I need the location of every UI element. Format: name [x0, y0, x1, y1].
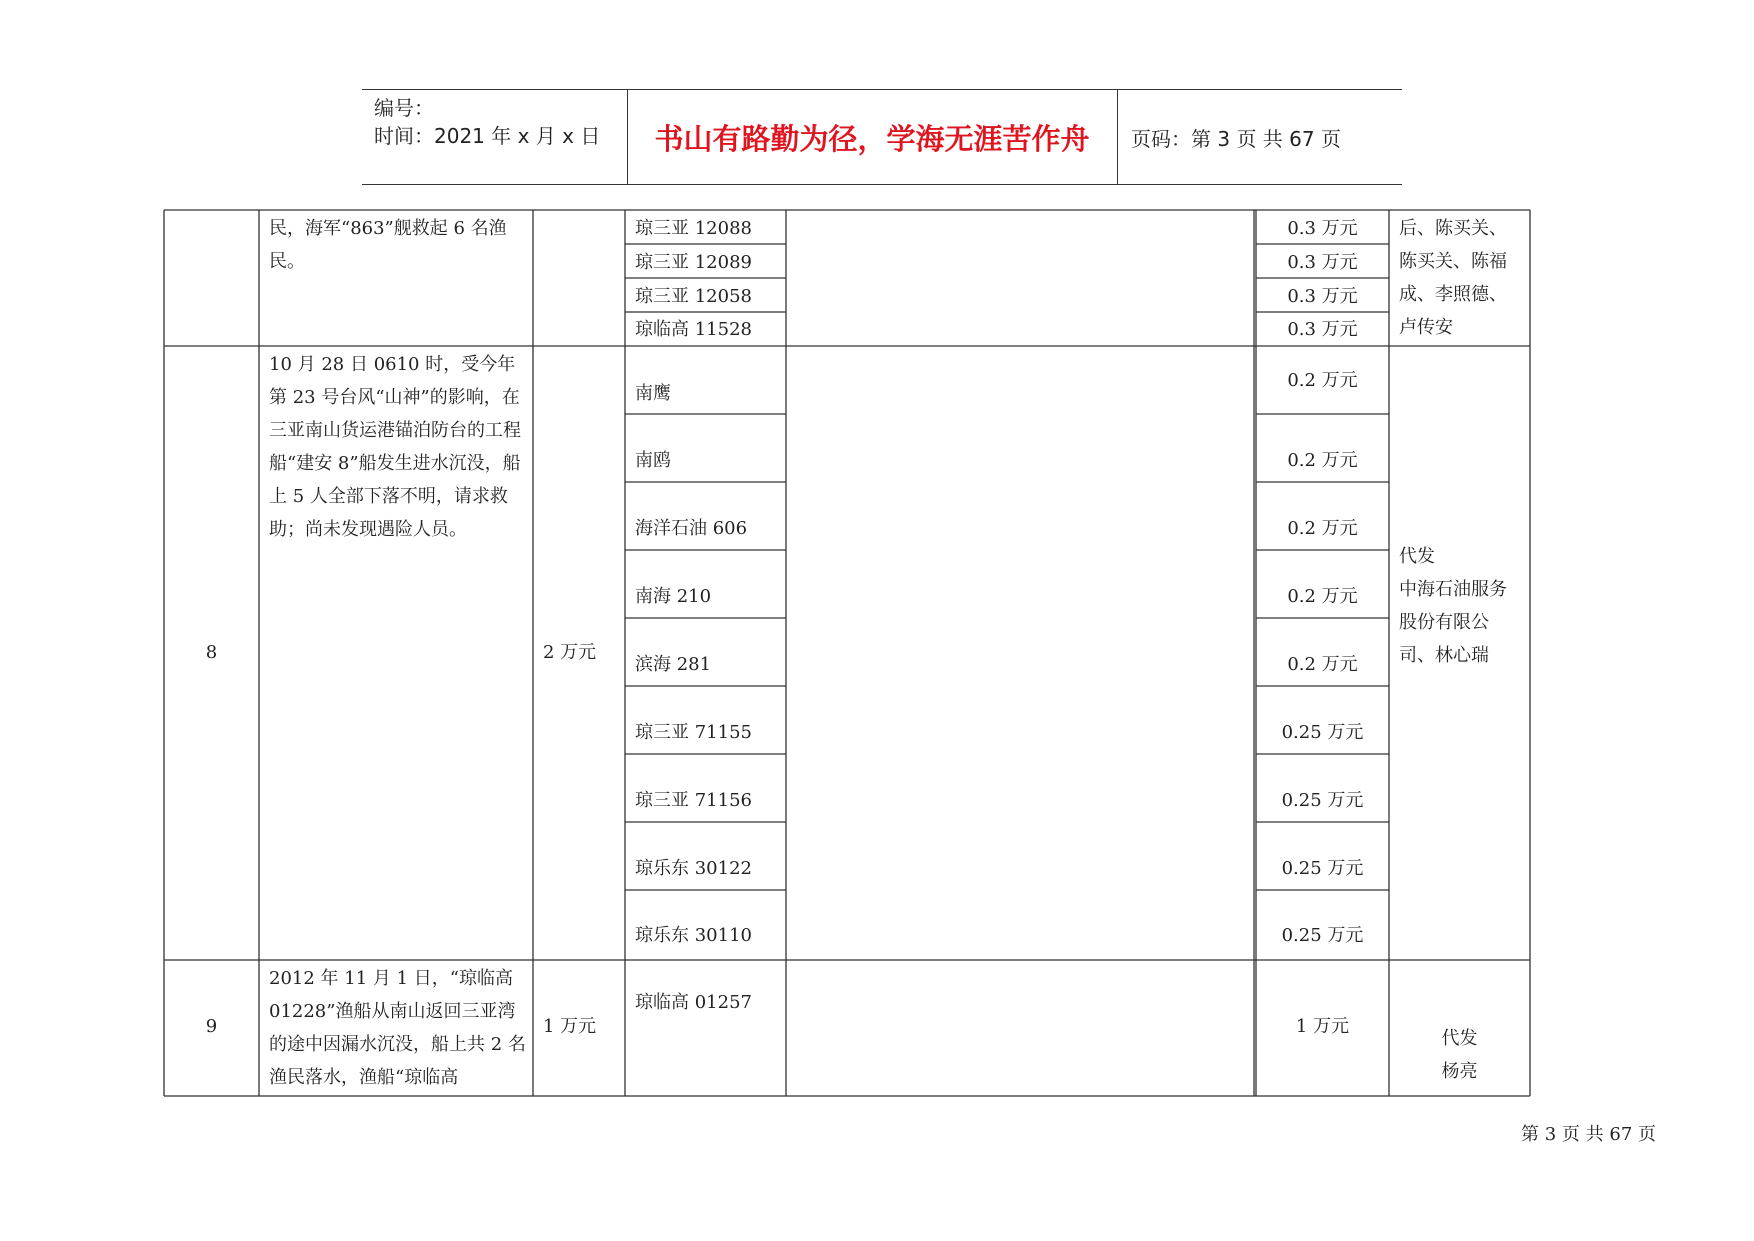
row-description: 2012 年 11 月 1 日，“琼临高 01228”渔船从南山返回三亚湾的途中因漏水沉没，船上共 2 名渔民落水，渔船“琼临高 [269, 968, 526, 1088]
header-page-info: 页码：第 3 页 共 67 页 [1131, 126, 1341, 151]
boat-name: 琼乐东 30122 [635, 858, 752, 879]
doc-number-label: 编号： [374, 96, 434, 120]
amount: 0.2 万元 [1287, 654, 1358, 675]
recipients: 代发 杨亮 [1441, 1028, 1478, 1082]
boat-name: 琼三亚 71155 [635, 722, 752, 743]
boat-name: 琼临高 01257 [635, 992, 752, 1013]
boat-name: 海洋石油 606 [635, 518, 748, 539]
amount: 1 万元 [1295, 1016, 1350, 1037]
row-index: 8 [205, 642, 218, 663]
amount: 0.3 万元 [1287, 319, 1358, 340]
row-description: 10 月 28 日 0610 时，受今年第 23 号台风“山神”的影响，在三亚南山货运港锚泊防台的工程船“建安 8”船发生进水沉没，船上 5 人全部下落不明，请求救助；尚未发现遇险人员。 [269, 354, 521, 540]
boat-name: 南鹰 [635, 383, 671, 404]
row-description: 民，海军“863”舰救起 6 名渔民。 [269, 218, 507, 272]
row-total: 2 万元 [543, 642, 597, 663]
amount: 0.3 万元 [1287, 218, 1358, 239]
boat-name: 南鸥 [635, 450, 671, 471]
doc-time-label: 时间：2021 年 x 月 x 日 [374, 124, 601, 148]
boat-name: 琼临高 11528 [635, 319, 752, 340]
amount: 0.3 万元 [1287, 286, 1358, 307]
recipients: 代发 中海石油服务股份有限公司、林心瑞 [1399, 546, 1507, 666]
row-total: 1 万元 [543, 1016, 597, 1037]
boat-name: 琼三亚 12089 [635, 252, 752, 273]
boat-name: 琼乐东 30110 [635, 925, 752, 946]
row-index: 9 [205, 1016, 218, 1037]
boat-name: 琼三亚 12058 [635, 286, 752, 307]
boat-name: 南海 210 [635, 586, 712, 607]
amount: 0.2 万元 [1287, 518, 1358, 539]
amount: 0.25 万元 [1281, 858, 1364, 879]
recipients: 后、陈买关、陈买关、陈福成、李照德、卢传安 [1399, 218, 1507, 338]
page-footer: 第 3 页 共 67 页 [1521, 1124, 1656, 1145]
amount: 0.25 万元 [1281, 790, 1364, 811]
amount: 0.2 万元 [1287, 450, 1358, 471]
header-motto: 书山有路勤为径，学海无涯苦作舟 [654, 121, 1090, 156]
amount: 0.2 万元 [1287, 586, 1358, 607]
amount: 0.25 万元 [1281, 925, 1364, 946]
amount: 0.3 万元 [1287, 252, 1358, 273]
boat-name: 滨海 281 [635, 654, 712, 675]
boat-name: 琼三亚 71156 [635, 790, 752, 811]
amount: 0.2 万元 [1287, 370, 1358, 391]
boat-name: 琼三亚 12088 [635, 218, 752, 239]
amount: 0.25 万元 [1281, 722, 1364, 743]
